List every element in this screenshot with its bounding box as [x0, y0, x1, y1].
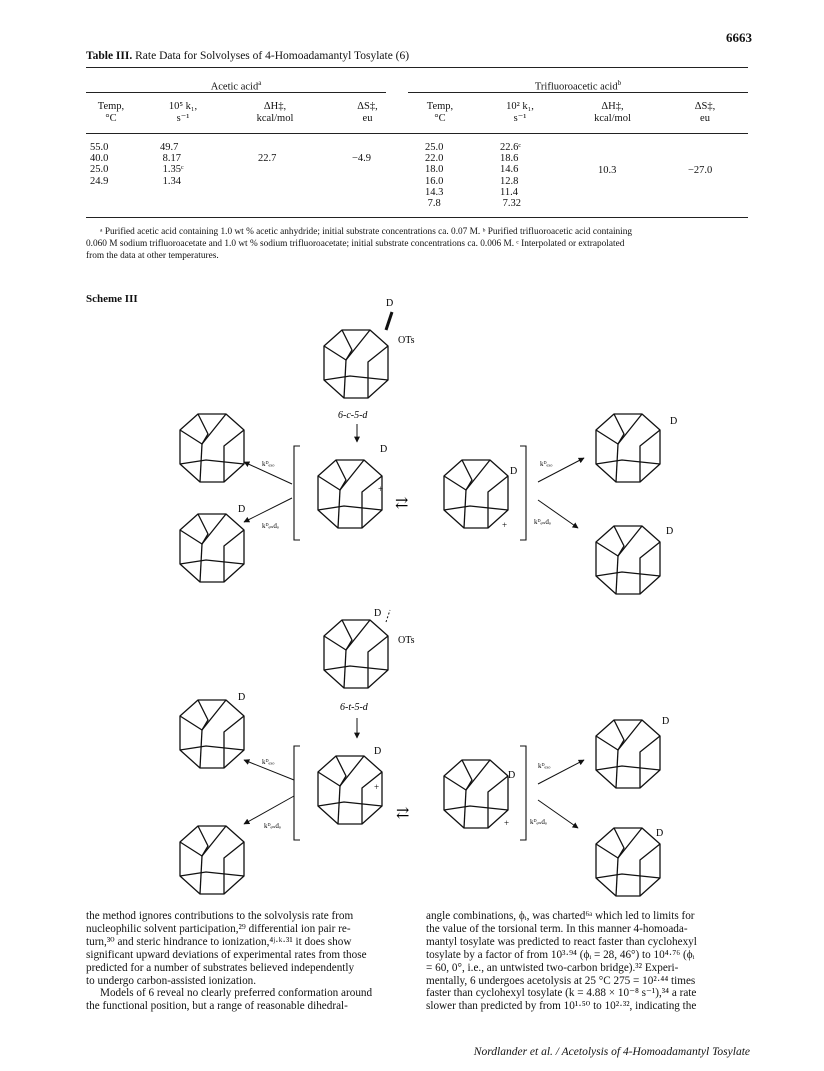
svg-text:D: D — [380, 444, 388, 455]
table-footnote-3: from the data at other temperatures. — [86, 251, 219, 261]
cis-ots-label: OTs — [398, 335, 415, 346]
cis-tosylate-structure — [324, 298, 415, 442]
svg-text:D: D — [662, 716, 670, 727]
running-footer: Nordlander et al. / Acetolysis of 4-Homoadamantyl Tosylate — [473, 1046, 750, 1058]
cis-left-products — [180, 414, 292, 582]
cis-right-products — [534, 414, 677, 594]
col-header-ds-tfa: ΔS‡, eu — [694, 101, 716, 124]
svg-text:kᴰₑₙdₒ: kᴰₑₙdₒ — [534, 518, 551, 526]
svg-text:D: D — [510, 466, 518, 477]
svg-text:D: D — [238, 692, 246, 703]
tfa-dh: 10.3 — [598, 165, 617, 176]
cis-cations — [294, 444, 526, 540]
trans-cations — [294, 746, 526, 840]
svg-text:+: + — [374, 782, 380, 792]
acetic-ds: −4.9 — [352, 153, 372, 164]
svg-text:kᴰₑₙdₒ: kᴰₑₙdₒ — [264, 822, 281, 830]
acetic-rates: 49.7 8.17 1.35ᶜ 1.34 — [160, 142, 184, 187]
svg-text:+: + — [378, 484, 384, 494]
acetic-temps: 55.0 40.0 25.0 24.9 — [90, 142, 109, 187]
svg-text:D: D — [374, 746, 382, 757]
table-footnote-1: ᵃ Purified acetic acid containing 1.0 wt % acetic anhydride; initial substrate concentrations ca. 0.07 M. ᵇ Purified trifluoroacetic acid containing — [100, 227, 633, 237]
svg-text:D: D — [508, 770, 516, 781]
trans-right-products — [530, 716, 669, 896]
trans-left-products — [180, 692, 294, 894]
tfa-ds: −27.0 — [688, 165, 713, 176]
svg-text:D: D — [656, 828, 664, 839]
page-number: 6663 — [726, 30, 752, 45]
col-header-dh-acetic: ΔH‡, kcal/mol — [256, 101, 294, 124]
svg-text:kᴰₑₓₒ: kᴰₑₓₒ — [540, 460, 553, 468]
acetic-dh: 22.7 — [258, 153, 277, 164]
col-header-k-tfa: 10² k₁, s⁻¹ — [506, 101, 534, 124]
svg-text:D: D — [670, 416, 678, 427]
acetic-group-header: Acetic acid$^a$ — [210, 79, 262, 93]
svg-text:kᴰₑₓₒ: kᴰₑₓₒ — [538, 762, 551, 770]
body-left-column: the method ignores contributions to the solvolysis rate from nucleophilic solvent participation,²⁹ differential ion pair re- turn,³⁰ and steric hindrance to ionization,⁴ʲ·ᵏ·³¹ it does show significant upward deviations of experimental rates from those predicted for a number of substrates believed independently to undergo carbon-assisted ionization. Models of 6 reveal no clearly preferred conformation around the functional position, but a range of reasonable dihedral- — [86, 910, 373, 1013]
svg-text:D: D — [666, 526, 674, 537]
svg-text:+: + — [504, 818, 510, 828]
table-label: Table III. — [86, 50, 133, 62]
svg-text:kᴰₑₓₒ: kᴰₑₓₒ — [262, 758, 275, 766]
svg-text:kᴰₑₙdₒ: kᴰₑₙdₒ — [530, 818, 547, 826]
svg-text:kᴰₑₓₒ: kᴰₑₓₒ — [262, 460, 275, 468]
svg-text:D: D — [238, 504, 246, 515]
col-header-ds-acetic: ΔS‡, eu — [357, 101, 378, 124]
trans-compound-label: 6-t-5-d — [340, 702, 368, 713]
col-header-k-acetic: 10⁵ k₁, s⁻¹ — [168, 101, 198, 124]
table-title: Rate Data for Solvolyses of 4-Homoadamantyl Tosylate (6) — [135, 50, 410, 62]
svg-text:+: + — [502, 520, 508, 530]
col-header-temp-tfa: Temp, °C — [426, 101, 454, 124]
tfa-rates: 22.6ᶜ 18.6 14.6 12.8 11.4 7.32 — [500, 142, 522, 210]
col-header-dh-tfa: ΔH‡, kcal/mol — [594, 101, 631, 124]
svg-text:OTs: OTs — [398, 635, 415, 646]
body-right-column: angle combinations, ϕᵢ, was charted⁶ᵃ which led to limits for the value of the torsional term. In this manner 4-homoada- mantyl tosylate was predicted to react faster than cyclohexyl tosylate by a factor of from 10³·⁹⁴ (ϕᵢ = 28, 46°) to 10⁴·⁷⁶ (ϕᵢ = 60, 0°, i.e., an untwisted two-carbon bridge).³² Experi- mentally, 6 undergoes acetolysis at 25 °C 275 = 10²·⁴⁴ times faster than cyclohexyl tosylate (k = 4.88 × 10⁻⁸ s⁻¹),³⁴ a rate slower than predicted by from 10¹·⁵⁰ to 10²·³², indicating the — [426, 910, 697, 1013]
table-footnote-2: 0.060 M sodium trifluoroacetate and 1.0 wt % sodium trifluoroacetate; initial substrate concentrations ca. 0.006 M. ᶜ Interpolated or extrapolated — [86, 239, 625, 249]
svg-text:kᴰₑₙdₒ: kᴰₑₙdₒ — [262, 522, 279, 530]
svg-text:⇄: ⇄ — [395, 495, 409, 512]
cis-d-label: D — [386, 298, 394, 309]
tfa-group-header: Trifluoroacetic acid$^b$ — [534, 79, 622, 93]
cis-compound-label: 6-c-5-d — [338, 410, 368, 421]
col-header-temp-acetic: Temp, °C — [97, 101, 125, 124]
tfa-temps: 25.0 22.0 18.0 16.0 14.3 7.8 — [425, 142, 444, 210]
svg-text:⇄: ⇄ — [396, 805, 410, 822]
scheme-title: Scheme III — [86, 293, 138, 305]
svg-text:D: D — [374, 608, 382, 619]
trans-tosylate-structure — [324, 608, 415, 738]
